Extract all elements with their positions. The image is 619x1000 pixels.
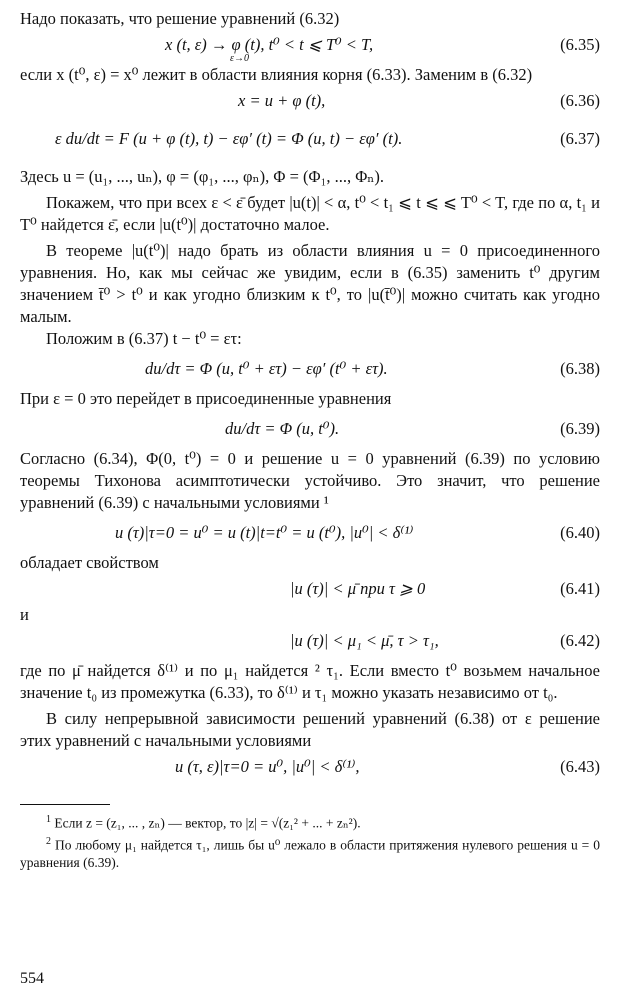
paragraph: обладает свойством (20, 553, 159, 572)
footnote-mark: 1 (46, 814, 51, 825)
paragraph: Покажем, что при всех ε < ε̄ будет |u(t)| < α, t⁰ < t₁ ⩽ t ⩽ ⩽ T⁰ < T, где по α, t₁ и T⁰ найдется ε̄, если |u(t⁰)| достаточно малое. (20, 193, 600, 234)
paragraph: Надо показать, что решение уравнений (6.32) (20, 9, 340, 28)
equation-number: (6.40) (560, 523, 600, 542)
equation-number: (6.37) (560, 129, 600, 148)
paragraph: Положим в (6.37) t − t⁰ = ετ: (46, 329, 242, 348)
equation-6-38 (20, 354, 600, 384)
equation-number: (6.41) (560, 579, 600, 598)
paragraph: Согласно (6.34), Φ(0, t⁰) = 0 и решение u = 0 уравнений (6.39) по условию теоремы Тихонова асимптотически устойчиво. Это значит, что решение уравнений (6.39) с начальными условиями ¹ (20, 449, 600, 512)
footnote-mark: 2 (46, 835, 51, 847)
equation-6-41 (20, 574, 600, 604)
paragraph: если x (t⁰, ε) = x⁰ лежит в области влияния корня (6.33). Заменим в (6.32) (20, 65, 533, 84)
footnote-2 (20, 833, 600, 873)
equation-formula: |u (τ)| < μ₁ < μ̄, τ > τ₁, (290, 631, 439, 650)
equation-formula: x = u + φ (t), (238, 91, 326, 110)
equation-formula: u (τ, ε)|τ=0 = u⁰, |u⁰| < δ⁽¹⁾, (175, 757, 360, 776)
page-number: 554 (20, 970, 44, 987)
paragraph: Здесь u = (u₁, ..., uₙ), φ = (φ₁, ..., φₙ), Φ = (Φ₁, ..., Φₙ). (20, 167, 385, 186)
equation-6-35 (20, 30, 600, 64)
footnote-divider (20, 804, 110, 805)
paragraph: При ε = 0 это перейдет в присоединенные уравнения (20, 389, 392, 408)
equation-formula: u (τ)|τ=0 = u⁰ = u (t)|t=t⁰ = u (t⁰), |u⁰| < δ⁽¹⁾ (115, 523, 414, 542)
equation-number: (6.39) (560, 419, 600, 438)
footnote-text: Если z = (z₁, ... , zₙ) — вектор, то |z| = √(z₁² + ... + zₙ²). (54, 815, 361, 831)
equation-formula: x (t, ε) → φ (t), t⁰ < t ⩽ T⁰ < T, (165, 35, 374, 54)
equation-6-37 (20, 116, 600, 162)
equation-6-36 (20, 86, 600, 116)
equation-6-43 (20, 752, 600, 782)
paragraph: В теореме |u(t⁰)| надо брать из области влияния u = 0 присоединенного уравнения. Но, как мы сейчас же увидим, если в (6.35) заменить t⁰ другим значением t̄⁰ > t⁰ и как угодно близким к t⁰, то |u(t̄⁰)| можно считать как угодно малым. (20, 241, 600, 326)
equation-formula: |u (τ)| < μ̄ при τ ⩾ 0 (290, 579, 426, 598)
page-body (20, 8, 600, 872)
paragraph: и (20, 605, 29, 624)
paragraph: где по μ̄ найдется δ⁽¹⁾ и по μ₁ найдется ² τ₁. Если вместо t⁰ возьмем начальное значение t₀ из промежутка (6.33), то δ⁽¹⁾ и τ₁ можно указать независимо от t₀. (20, 661, 600, 702)
equation-formula: du/dτ = Φ (u, t⁰ + ετ) − εφ′ (t⁰ + ετ). (145, 359, 388, 378)
footnote-text: По любому μ₁ найдется τ₁, лишь бы u⁰ лежало в области притяжения нулевого решения u = 0 уравнения (6.39). (20, 837, 600, 870)
equation-number: (6.38) (560, 359, 600, 378)
footnote-1 (20, 811, 600, 833)
equation-formula: du/dτ = Φ (u, t⁰). (225, 419, 340, 438)
paragraph: В силу непрерывной зависимости решений уравнений (6.38) от ε решение этих уравнений с начальными условиями (20, 709, 600, 750)
equation-number: (6.35) (560, 35, 600, 54)
equation-subscript: ε→0 (230, 53, 249, 64)
equation-6-42 (20, 626, 600, 656)
equation-formula: ε du/dt = F (u + φ (t), t) − εφ′ (t) = Φ (u, t) − εφ′ (t). (55, 129, 403, 148)
equation-6-40 (20, 518, 600, 548)
equation-number: (6.43) (560, 757, 600, 776)
equation-number: (6.36) (560, 91, 600, 110)
equation-6-39 (20, 414, 600, 444)
equation-number: (6.42) (560, 631, 600, 650)
